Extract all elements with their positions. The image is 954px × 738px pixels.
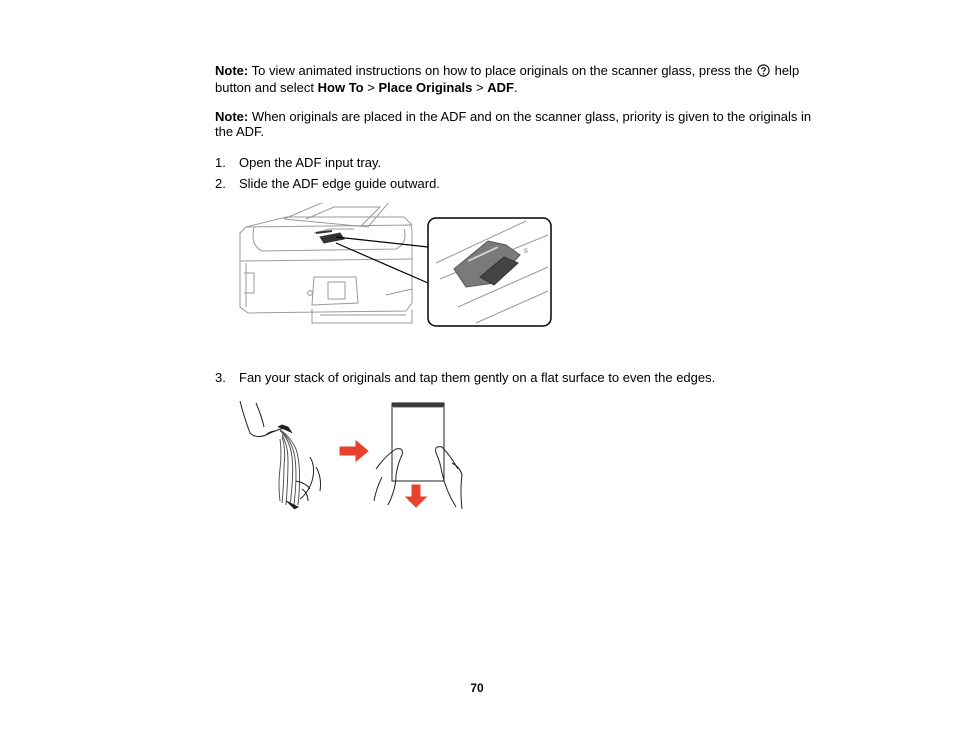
period: . [513,80,518,95]
page-number: 70 [470,681,484,695]
note-label: Note: [215,63,249,78]
note-help-instructions [215,63,825,95]
menu-place-originals: Place Originals [378,80,473,95]
separator: > [363,80,379,95]
step-text: Fan your stack of originals and tap them gently on a flat surface to even the edges. [239,370,716,385]
note-label: Note: [215,109,249,124]
step-text: Slide the ADF edge guide outward. [239,176,440,191]
printer-adf-illustration [236,203,554,336]
note-text-a: To view animated instructions on how to place originals on the scanner glass, press the [248,63,756,78]
step-number: 2. [215,176,226,191]
step-text: Open the ADF input tray. [239,155,382,170]
note-adf-priority [215,109,825,139]
menu-adf: ADF [487,80,514,95]
svg-text:III: III [521,247,529,255]
step-number: 1. [215,155,226,170]
separator: > [472,80,488,95]
fan-originals-illustration [236,397,476,518]
help-icon [757,64,770,80]
note-text: When originals are placed in the ADF and on the scanner glass, priority is given to the originals in the ADF. [215,109,812,139]
step-number: 3. [215,370,226,385]
note-text-b: help button and select [215,63,800,95]
menu-how-to: How To [317,80,364,95]
